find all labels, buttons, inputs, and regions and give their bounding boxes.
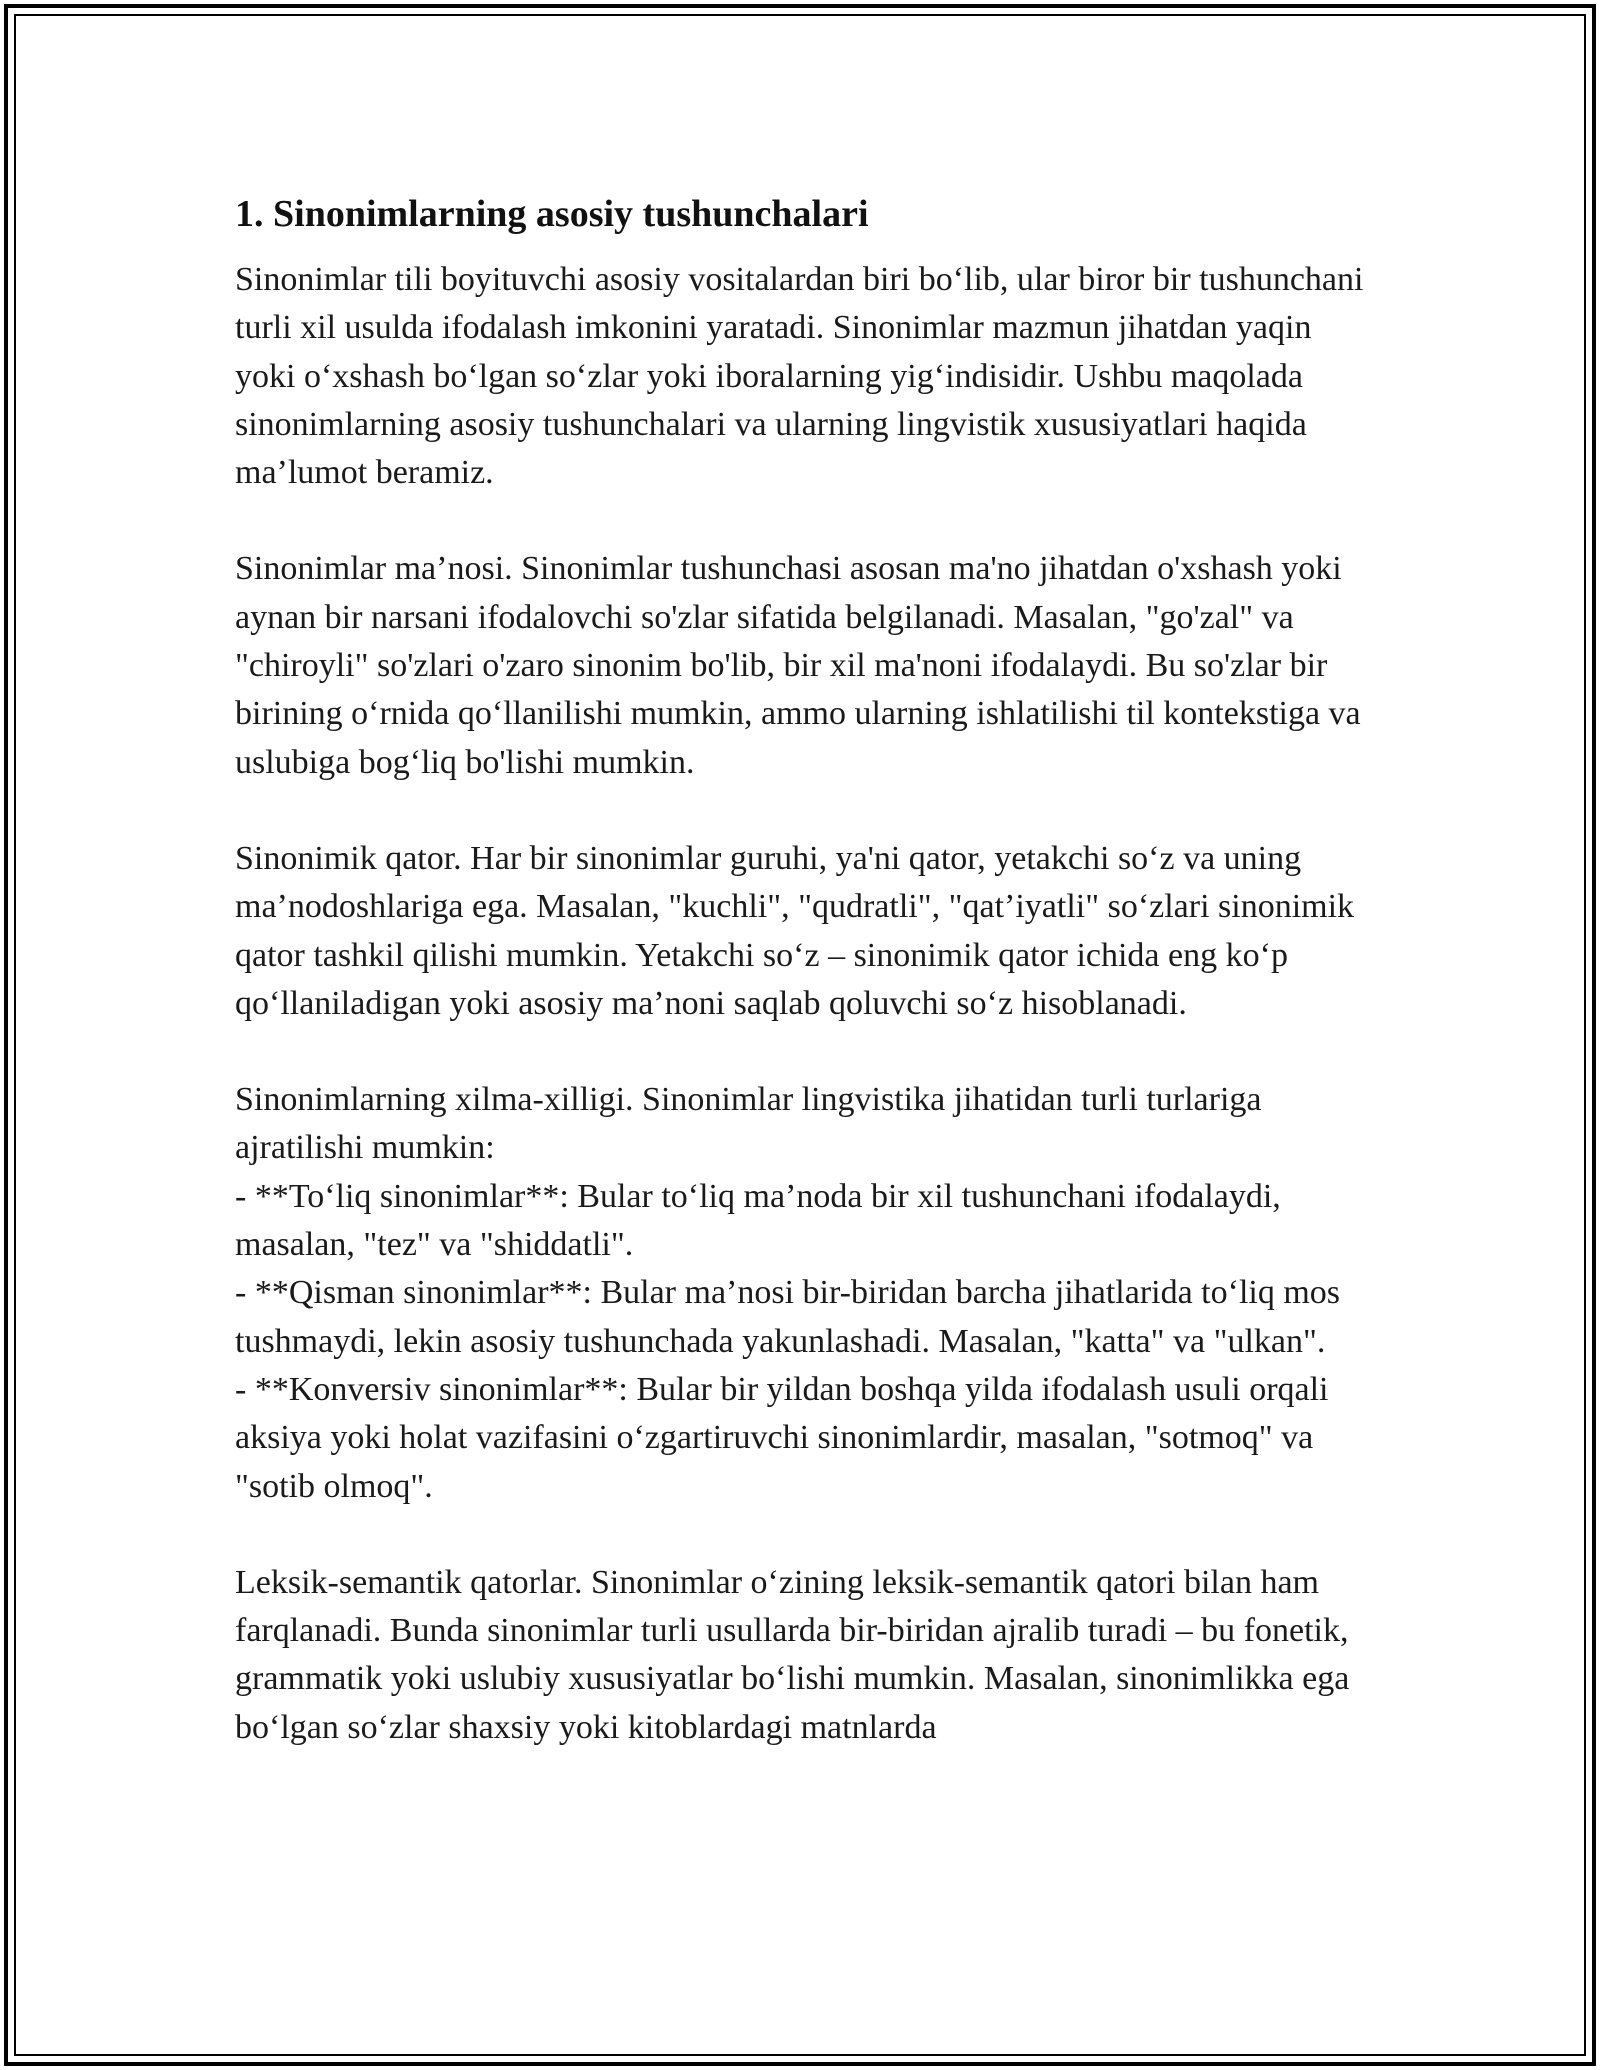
list-item-partial-synonyms: - **Qisman sinonimlar**: Bular ma’nosi bir-biridan barcha jihatlarida to‘liq mos tushmaydi, lekin asosiy tushunchada yakunlashadi. Masalan, "katta" va "ulkan". xyxy=(235,1274,1341,1360)
paragraph-synonymic-row: Sinonimik qator. Har bir sinonimlar guruhi, ya'ni qator, yetakchi so‘z va uning ma’nodoshlariga ega. Masalan, "kuchli", "qudratli", "qat’iyatli" so‘zlari sinonimik qator tashkil qilishi mumkin. Yetakchi so‘z – sinonimik qator ichida eng ko‘p qo‘llaniladigan yoki asosiy ma’noni saqlab qoluvchi so‘z hisoblanadi. xyxy=(235,839,1355,1022)
list-item-full-synonyms: - **To‘liq sinonimlar**: Bular to‘liq ma’noda bir xil tushunchani ifodalaydi, masalan, "tez" va "shiddatli". xyxy=(235,1177,1281,1264)
paragraph-lexical-semantic: Leksik-semantik qatorlar. Sinonimlar o‘zining leksik-semantik qatori bilan ham farqlanadi. Bunda sinonimlar turli usullarda bir-biridan ajralib turadi – bu fonetik, grammatik yoki uslubiy xususiyatlar bo‘lishi mumkin. Masalan, sinonimlikka ega bo‘lgan so‘zlar shaxsiy yoki kitoblardagi matnlarda xyxy=(235,1563,1350,1746)
list-item-conversive-synonyms: - **Konversiv sinonimlar**: Bular bir yildan boshqa yilda ifodalash usuli orqali aksiya yoki holat vazifasini o‘zgartiruvchi sinonimlardir, masalan, "sotmoq" va "sotib olmoq". xyxy=(235,1370,1329,1505)
paragraph-types xyxy=(235,1076,1375,1511)
document-body xyxy=(235,188,1375,1800)
paragraph-intro: Sinonimlar tili boyituvchi asosiy vositalardan biri bo‘lib, ular biror bir tushunchani turli xil usulda ifodalash imkonini yaratadi. Sinonimlar mazmun jihatdan yaqin yoki o‘xshash bo‘lgan so‘zlar yoki iboralarning yig‘indisidir. Ushbu maqolada sinonimlarning asosiy tushunchalari va ularning lingvistik xususiyatlari haqida ma’lumot beramiz. xyxy=(235,261,1364,492)
paragraph-meaning: Sinonimlar ma’nosi. Sinonimlar tushunchasi asosan ma'no jihatdan o'xshash yoki aynan bir narsani ifodalovchi so'zlar sifatida belgilanadi. Masalan, "go'zal" va "chiroyli" so'zlari o'zaro sinonim bo'lib, bir xil ma'noni ifodalaydi. Bu so'zlar bir birining o‘rnida qo‘llanilishi mumkin, ammo ularning ishlatilishi til kontekstiga va uslubiga bog‘liq bo'lishi mumkin. xyxy=(235,550,1361,781)
types-intro: Sinonimlarning xilma-xilligi. Sinonimlar lingvistika jihatidan turli turlariga ajratilishi mumkin: xyxy=(235,1081,1262,1167)
section-heading: 1. Sinonimlarning asosiy tushunchalari xyxy=(235,193,869,235)
